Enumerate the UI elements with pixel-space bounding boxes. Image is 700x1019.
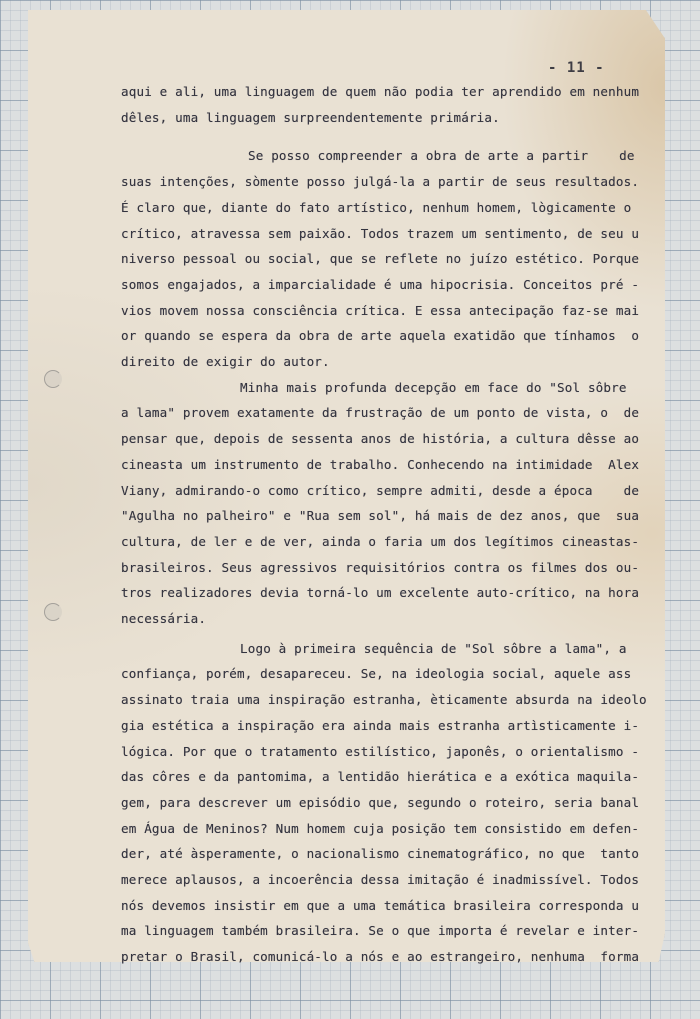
text-line: suas intenções, sòmente posso julgá-la a partir de seus resultados. xyxy=(121,174,640,189)
text-line: dêles, uma linguagem surpreendentemente primária. xyxy=(121,110,500,125)
text-line: cineasta um instrumento de trabalho. Conhecendo na intimidade Alex xyxy=(121,457,640,472)
text-line: pensar que, depois de sessenta anos de história, a cultura dêsse ao xyxy=(121,431,640,446)
text-line: gem, para descrever um episódio que, segundo o roteiro, seria banal xyxy=(121,795,640,810)
text-line: É claro que, diante do fato artístico, nenhum homem, lògicamente o xyxy=(121,200,632,215)
text-line: das côres e da pantomima, a lentidão hierática e a exótica maquila- xyxy=(121,769,640,784)
punch-hole xyxy=(44,603,62,621)
text-line: niverso pessoal ou social, que se reflete no juízo estético. Porque xyxy=(121,251,640,266)
text-line: Minha mais profunda decepção em face do "Sol sôbre xyxy=(240,380,627,395)
text-line: "Agulha no palheiro" e "Rua sem sol", há mais de dez anos, que sua xyxy=(121,508,640,523)
text-line: assinato traia uma inspiração estranha, èticamente absurda na ideolo xyxy=(121,692,647,707)
text-line: em Água de Meninos? Num homem cuja posição tem consistido em defen- xyxy=(121,821,640,836)
text-line: crítico, atravessa sem paixão. Todos trazem um sentimento, de seu u xyxy=(121,226,640,241)
punch-hole xyxy=(44,370,62,388)
text-line: merece aplausos, a incoerência dessa imitação é inadmissível. Todos xyxy=(121,872,640,887)
text-line: vios movem nossa consciência crítica. E essa antecipação faz-se mai xyxy=(121,303,640,318)
text-line: Viany, admirando-o como crítico, sempre admiti, desde a época de xyxy=(121,483,640,498)
text-line: a lama" provem exatamente da frustração de um ponto de vista, o de xyxy=(121,405,640,420)
text-line: Se posso compreender a obra de arte a partir de xyxy=(248,148,635,163)
text-line: ma linguagem também brasileira. Se o que importa é revelar e inter- xyxy=(121,923,640,938)
text-line: gia estética a inspiração era ainda mais estranha artìsticamente i- xyxy=(121,718,640,733)
text-line: pretar o Brasil, comunicá-lo a nós e ao estrangeiro, nenhuma forma xyxy=(121,949,640,964)
text-line: der, até àsperamente, o nacionalismo cinematográfico, no que tanto xyxy=(121,846,640,861)
text-line: or quando se espera da obra de arte aquela exatidão que tínhamos o xyxy=(121,328,640,343)
text-line: brasileiros. Seus agressivos requisitórios contra os filmes dos ou- xyxy=(121,560,640,575)
text-line: aqui e ali, uma linguagem de quem não podia ter aprendido em nenhum xyxy=(121,84,640,99)
text-line: confiança, porém, desapareceu. Se, na ideologia social, aquele ass xyxy=(121,666,632,681)
text-line: somos engajados, a imparcialidade é uma hipocrisia. Conceitos pré - xyxy=(121,277,640,292)
page-number: - 11 - xyxy=(548,60,605,76)
text-line: cultura, de ler e de ver, ainda o faria um dos legítimos cineastas- xyxy=(121,534,640,549)
text-line: Logo à primeira sequência de "Sol sôbre a lama", a xyxy=(240,641,627,656)
text-line: tros realizadores devia torná-lo um excelente auto-crítico, na hora xyxy=(121,585,640,600)
text-line: necessária. xyxy=(121,611,207,626)
text-line: direito de exigir do autor. xyxy=(121,354,330,369)
text-line: nós devemos insistir em que a uma temática brasileira corresponda u xyxy=(121,898,640,913)
text-line: lógica. Por que o tratamento estilístico, japonês, o orientalismo - xyxy=(121,744,640,759)
